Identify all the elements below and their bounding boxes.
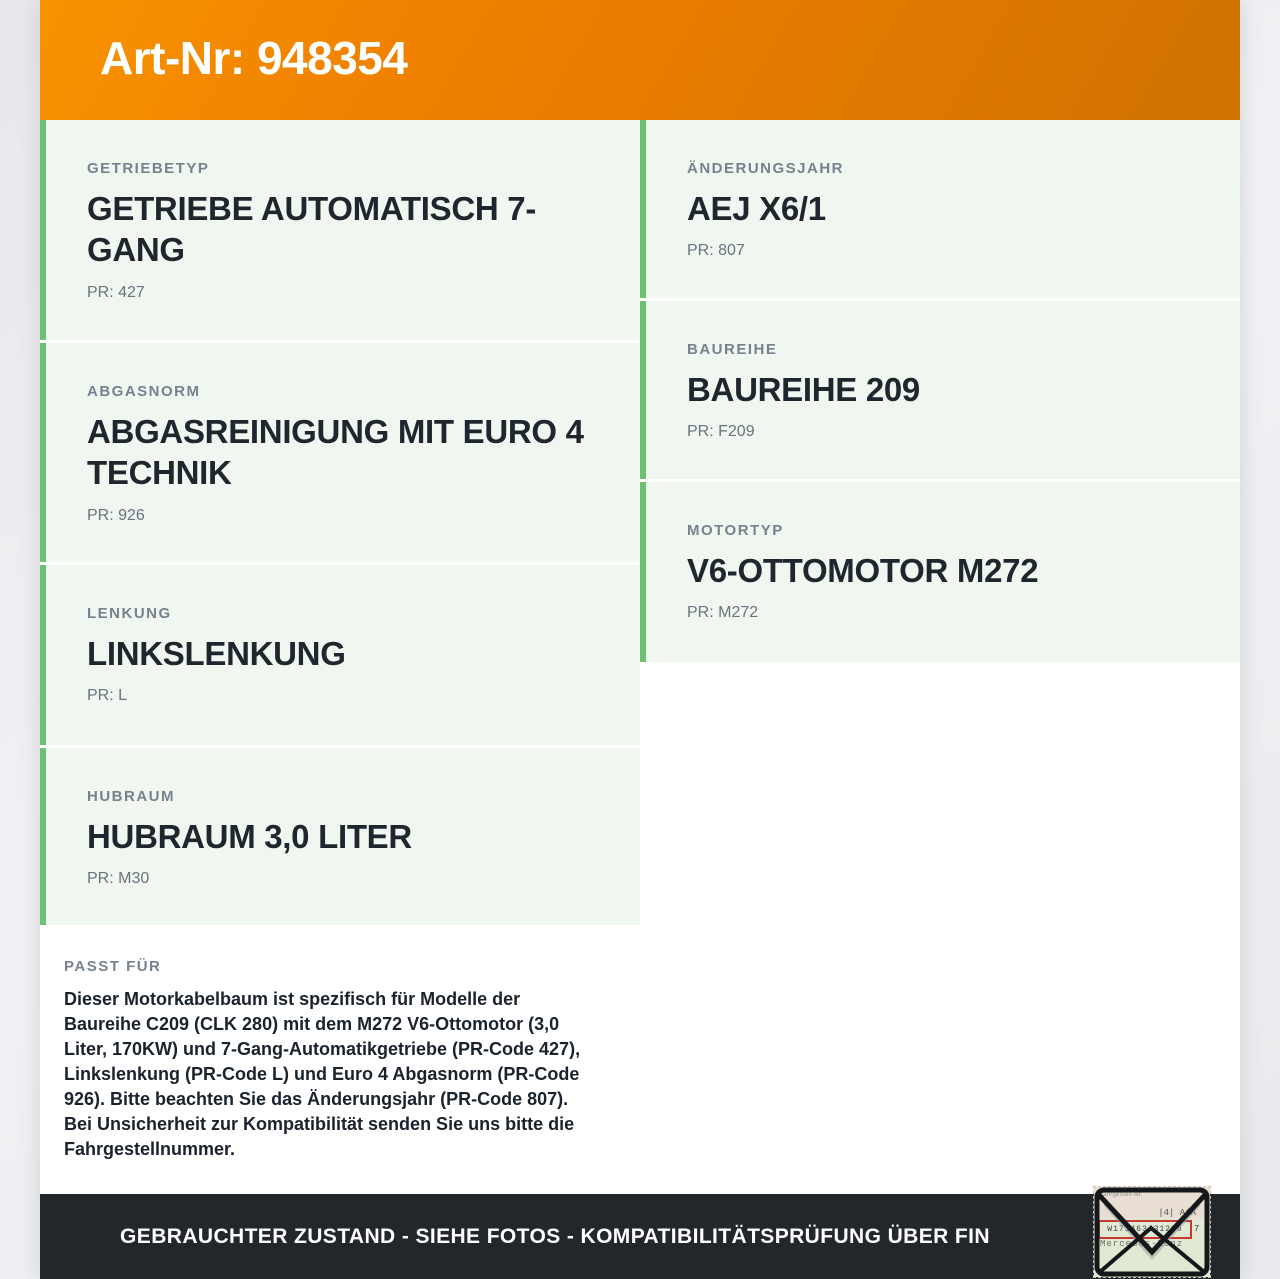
spec-pr-code: PR: M30 (87, 870, 150, 888)
spec-card-abgasnorm (40, 343, 640, 562)
spec-value: AEJ X6/1 (687, 190, 826, 227)
spec-card-hubraum (40, 748, 640, 925)
envelope-icon (1094, 1187, 1210, 1277)
spec-value: BAUREIHE 209 (687, 371, 920, 408)
spec-card-motortyp (640, 482, 1240, 662)
condition-footer-text: GEBRAUCHTER ZUSTAND - SIEHE FOTOS - KOMPATIBILITÄTSPRÜFUNG ÜBER FIN (120, 1224, 990, 1248)
spec-label: MOTORTYP (687, 522, 784, 539)
spec-pr-code: PR: 926 (87, 506, 145, 524)
spec-column-right (640, 120, 1240, 665)
spec-value: GETRIEBE AUTOMATISCH 7-GANG (87, 190, 537, 269)
spec-pr-code: PR: F209 (687, 423, 755, 441)
spec-grid (40, 120, 1240, 1194)
spec-label: GETRIEBETYP (87, 160, 210, 177)
spec-card-getriebetyp (40, 120, 640, 340)
spec-label: LENKUNG (87, 605, 172, 622)
vin-brand-text: Mercedes-Benz (1100, 1239, 1184, 1249)
listing-sheet (40, 0, 1240, 1279)
vin-document-photo (1094, 1187, 1210, 1277)
fit-note-text: Dieser Motorkabelbaum ist spezifisch für Modelle der Baureihe C209 (CLK 280) mit dem M272 V6-Ottomotor (3,0 Liter, 170KW) und 7-Gang-Automatikgetriebe (PR-Code 427), Linkslenkung (PR-Code L) und Euro 4 Abgasnorm (PR-Code 926). Bitte beachten Sie das Änderungsjahr (PR-Code 807). Bei Unsicherheit zur Kompatibilität senden Sie uns bitte die Fahrgestellnummer. (64, 989, 581, 1159)
spec-card-baureihe (640, 301, 1240, 479)
spec-column-left (40, 120, 640, 1193)
spec-card-aenderungsjahr (640, 120, 1240, 298)
spec-value: V6-OTTOMOTOR M272 (687, 552, 1039, 589)
article-number-title: Art-Nr: 948354 (100, 32, 408, 84)
vin-number-suffix: 7 (1194, 1224, 1200, 1234)
header-banner (40, 0, 1240, 120)
vin-number: W171463J31298 (1107, 1225, 1183, 1234)
vin-stamp-text: |4| AiA (1158, 1208, 1196, 1218)
spec-pr-code: PR: L (87, 687, 128, 705)
spec-label: BAUREIHE (687, 341, 778, 358)
condition-footer-bar (40, 1194, 1240, 1279)
spec-value: LINKSLENKUNG (87, 635, 346, 672)
spec-pr-code: PR: 807 (687, 242, 745, 260)
spec-value: HUBRAUM 3,0 LITER (87, 818, 412, 855)
spec-pr-code: PR: M272 (687, 604, 759, 622)
spec-label: ÄNDERUNGSJAHR (687, 160, 845, 177)
spec-value: ABGASREINIGUNG MIT EURO 4 TECHNIK (87, 413, 584, 492)
vin-caption: Fahrgestell-Nr. (1099, 1192, 1143, 1198)
spec-pr-code: PR: 427 (87, 283, 145, 301)
fit-note-label: PASST FÜR (64, 958, 162, 975)
fit-note-card (40, 932, 640, 1190)
spec-label: ABGASNORM (87, 383, 201, 400)
spec-label: HUBRAUM (87, 788, 175, 805)
spec-card-lenkung (40, 565, 640, 745)
